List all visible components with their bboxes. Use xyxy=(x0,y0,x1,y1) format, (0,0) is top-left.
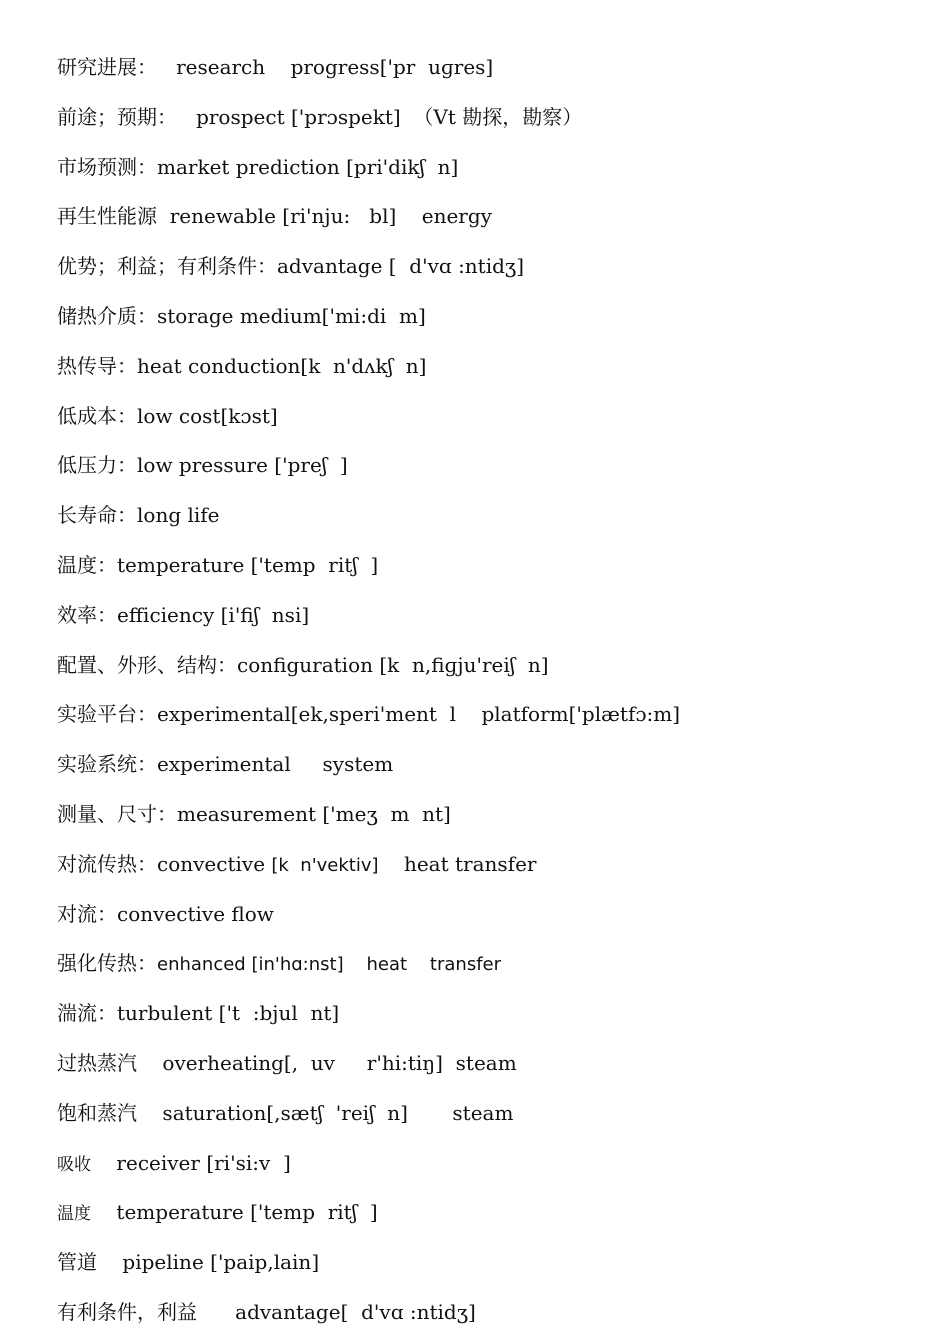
english-term: configuration [k n,fiɡju'reiʃ n] xyxy=(237,652,549,677)
vocab-entry xyxy=(57,948,501,978)
vocab-entry xyxy=(57,201,492,231)
english-term: experimental system xyxy=(157,752,394,777)
vocab-entry xyxy=(57,102,582,132)
chinese-term: 实验平台： xyxy=(57,702,157,727)
chinese-term: 实验系统： xyxy=(57,752,157,777)
english-term: low cost[kɔst] xyxy=(137,403,278,428)
english-term: long life xyxy=(137,503,220,528)
chinese-term: 对流传热： xyxy=(57,851,157,876)
chinese-term: 储热介质： xyxy=(57,304,157,328)
chinese-term: 热传导： xyxy=(57,353,137,378)
chinese-term: 测量、尺寸： xyxy=(57,802,177,826)
english-term: advantage [ d'vɑ :ntidʒ] xyxy=(277,254,525,279)
chinese-term: 长寿命： xyxy=(57,503,137,528)
vocab-entry xyxy=(57,650,549,680)
chinese-term: 对流： xyxy=(57,901,117,926)
chinese-term: 温度： xyxy=(57,553,117,577)
english-term: [k n'vektiv] xyxy=(271,854,379,876)
vocab-entry xyxy=(57,799,451,829)
vocab-entry xyxy=(57,152,458,182)
english-term: convective flow xyxy=(117,901,274,926)
chinese-term: 管道 xyxy=(57,1250,97,1275)
vocab-entry xyxy=(57,401,278,431)
chinese-term: 市场预测： xyxy=(57,154,157,179)
vocab-entry xyxy=(57,52,493,82)
chinese-term: 温度 xyxy=(57,1204,91,1225)
chinese-term: 前途；预期： xyxy=(57,104,177,129)
english-term: market prediction [pri'dikʃ n] xyxy=(157,154,459,179)
chinese-term: 研究进展： xyxy=(57,55,157,79)
vocab-entry xyxy=(57,500,220,530)
chinese-term: 吸收 xyxy=(57,1154,91,1175)
chinese-term: 低压力： xyxy=(57,453,137,478)
english-term: pipeline ['paip,lain] xyxy=(97,1250,320,1275)
english-term: convective xyxy=(157,851,272,876)
chinese-term: 过热蒸汽 xyxy=(57,1051,137,1075)
vocab-entry xyxy=(57,1197,378,1227)
chinese-term: 配置、外形、结构： xyxy=(57,652,237,677)
english-term: overheating[, uv r'hi:tiŋ] steam xyxy=(137,1051,517,1075)
vocab-entry xyxy=(57,251,524,281)
chinese-term: 效率： xyxy=(57,602,117,627)
vocab-entry xyxy=(57,699,680,729)
english-term: measurement ['meʒ m nt] xyxy=(177,802,451,826)
vocab-entry xyxy=(57,849,536,879)
vocab-entry xyxy=(57,899,274,929)
chinese-term: 强化传热： xyxy=(57,951,157,976)
chinese-term: 湍流： xyxy=(57,1001,117,1026)
english-term: saturation[,sætʃ 'reiʃ n] steam xyxy=(137,1100,514,1125)
english-term: temperature ['temp ritʃ ] xyxy=(117,553,379,577)
vocab-entry xyxy=(57,450,348,480)
english-term: research progress['pr uɡres] xyxy=(157,55,494,79)
chinese-term: 再生性能源 xyxy=(57,204,157,229)
vocab-entry xyxy=(57,351,426,381)
vocab-entry xyxy=(57,998,339,1028)
english-term: storage medium['mi:di m] xyxy=(157,304,426,328)
chinese-term: 有利条件，利益 xyxy=(57,1300,197,1324)
english-term: advantage[ d'vɑ :ntidʒ] xyxy=(197,1300,476,1324)
chinese-term: 优势；利益；有利条件： xyxy=(57,254,277,279)
english-term: renewable [ri'nju: bl] energy xyxy=(157,204,492,229)
english-term: heat conduction[k n'dʌkʃ n] xyxy=(137,353,427,378)
vocab-entry xyxy=(57,1148,291,1178)
vocab-entry xyxy=(57,1098,513,1128)
vocab-entry xyxy=(57,1048,517,1078)
english-term: heat transfer xyxy=(378,851,537,876)
vocab-entry xyxy=(57,600,309,630)
english-term: prospect ['prɔspekt] （Vt 勘探，勘察） xyxy=(177,104,583,129)
vocab-entry xyxy=(57,550,378,580)
english-term: turbulent ['t :bjul nt] xyxy=(117,1001,340,1026)
english-term: temperature ['temp ritʃ ] xyxy=(91,1200,378,1225)
english-term: low pressure ['preʃ ] xyxy=(137,453,348,478)
vocab-entry xyxy=(57,1297,476,1327)
chinese-term: 低成本： xyxy=(57,403,137,428)
english-term: enhanced [in'hɑ:nst] heat transfer xyxy=(157,954,502,976)
english-term: experimental[ek,speri'ment l platform['plætfɔ:m] xyxy=(157,702,681,727)
english-term: efficiency [i'fiʃ nsi] xyxy=(117,602,310,627)
vocab-entry xyxy=(57,1247,319,1277)
chinese-term: 饱和蒸汽 xyxy=(57,1100,137,1125)
vocab-entry xyxy=(57,749,393,779)
english-term: receiver [ri'si:v ] xyxy=(91,1150,291,1175)
vocab-entry xyxy=(57,301,426,331)
